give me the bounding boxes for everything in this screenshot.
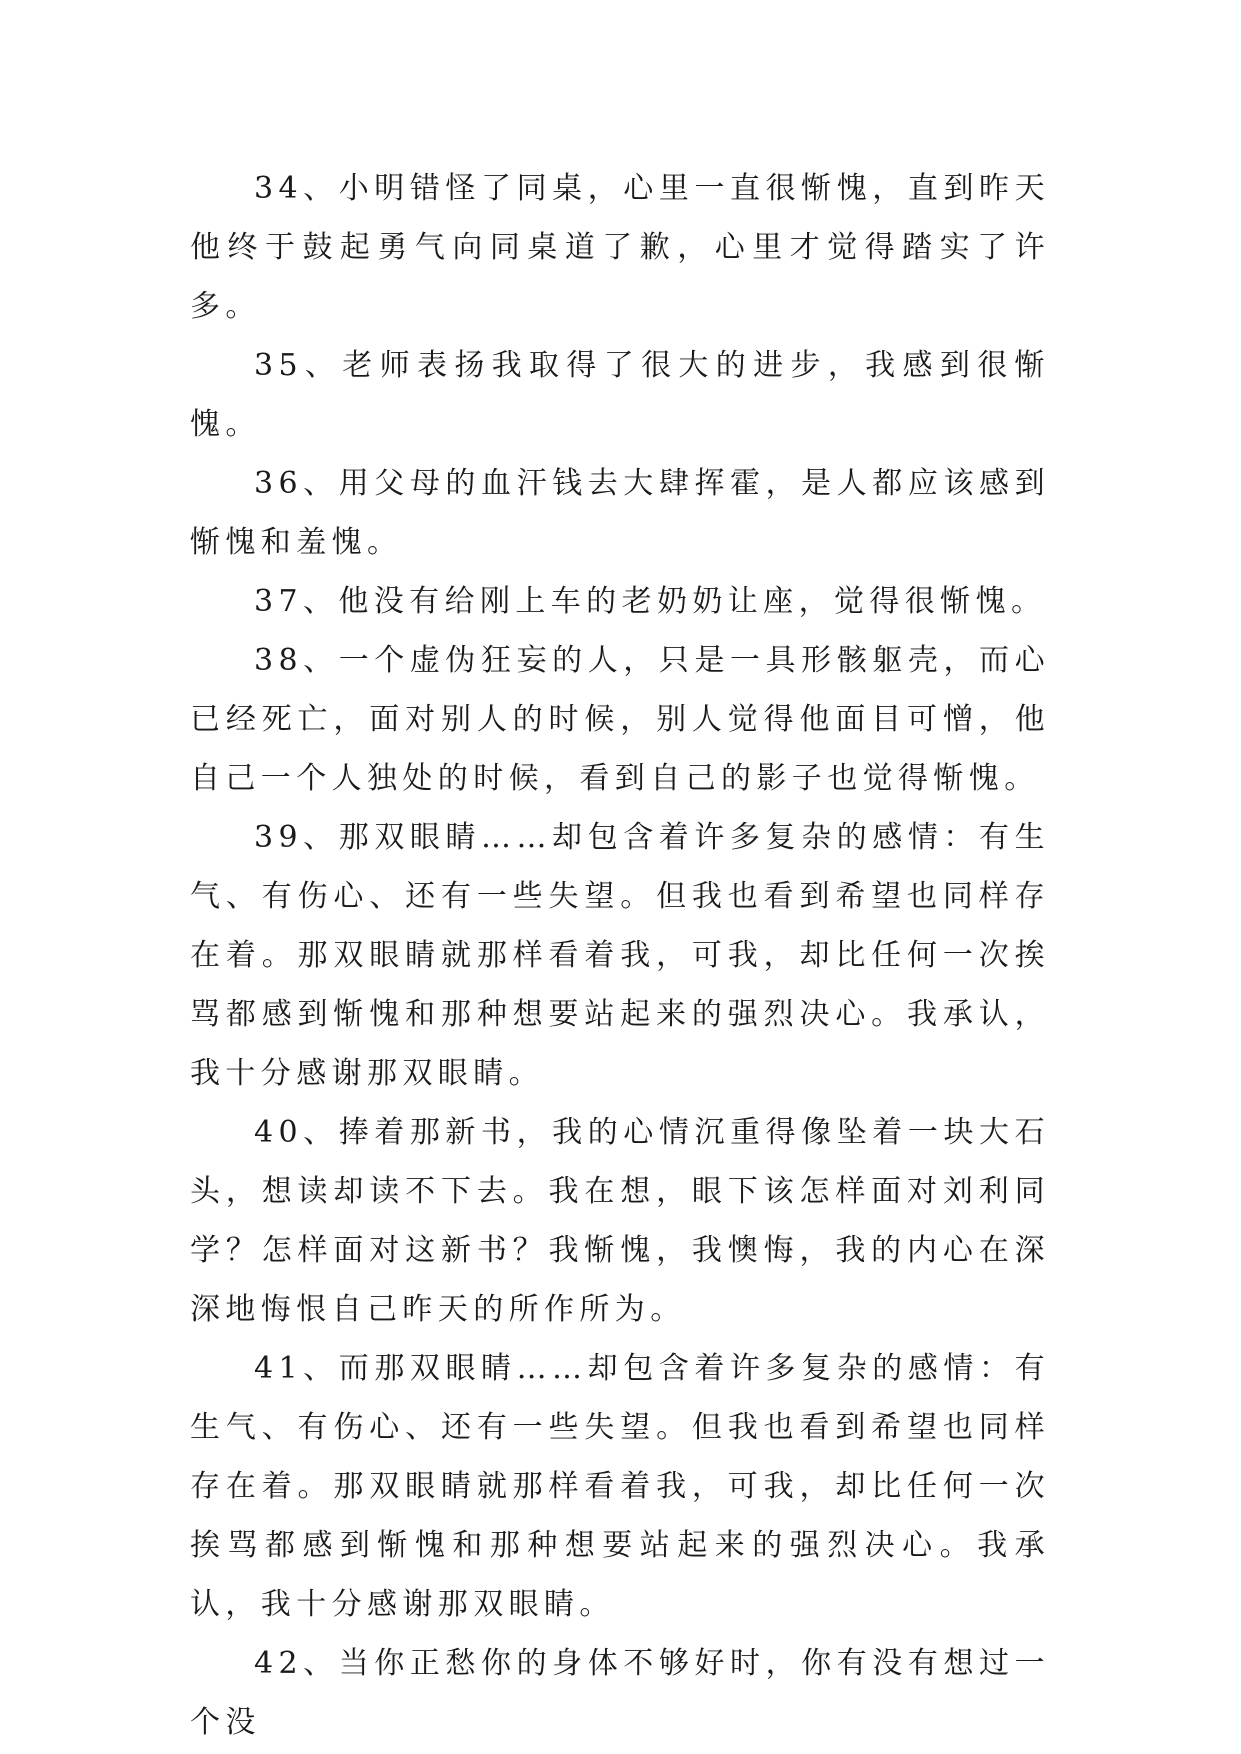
document-body	[190, 159, 1050, 1752]
paragraph-37: 37、他没有给刚上车的老奶奶让座，觉得很惭愧。	[254, 584, 1047, 619]
paragraph-40: 40、捧着那新书，我的心情沉重得像坠着一块大石头，想读却读不下去。我在想，眼下该怎样面对刘利同学？怎样面对这新书？我惭愧，我懊悔，我的内心在深深地悔恨自己昨天的所作所为。	[190, 1115, 1050, 1327]
paragraph-36: 36、用父母的血汗钱去大肆挥霍，是人都应该感到惭愧和羞愧。	[190, 466, 1050, 560]
paragraph-41: 41、而那双眼睛……却包含着许多复杂的感情：有生气、有伤心、还有一些失望。但我也看到希望也同样存在着。那双眼睛就那样看着我，可我，却比任何一次挨骂都感到惭愧和那种想要站起来的强烈决心。我承认，我十分感谢那双眼睛。	[190, 1351, 1050, 1622]
paragraph-35: 35、老师表扬我取得了很大的进步，我感到很惭愧。	[190, 348, 1050, 442]
paragraph-39: 39、那双眼睛……却包含着许多复杂的感情：有生气、有伤心、还有一些失望。但我也看到希望也同样存在着。那双眼睛就那样看着我，可我，却比任何一次挨骂都感到惭愧和那种想要站起来的强烈决心。我承认，我十分感谢那双眼睛。	[190, 820, 1050, 1091]
paragraph-38: 38、一个虚伪狂妄的人，只是一具形骸躯壳，而心已经死亡，面对别人的时候，别人觉得他面目可憎，他自己一个人独处的时候，看到自己的影子也觉得惭愧。	[190, 643, 1050, 796]
paragraph-42: 42、当你正愁你的身体不够好时，你有没有想过一个没	[190, 1646, 1050, 1740]
paragraph-34: 34、小明错怪了同桌，心里一直很惭愧，直到昨天他终于鼓起勇气向同桌道了歉，心里才觉得踏实了许多。	[190, 171, 1050, 324]
